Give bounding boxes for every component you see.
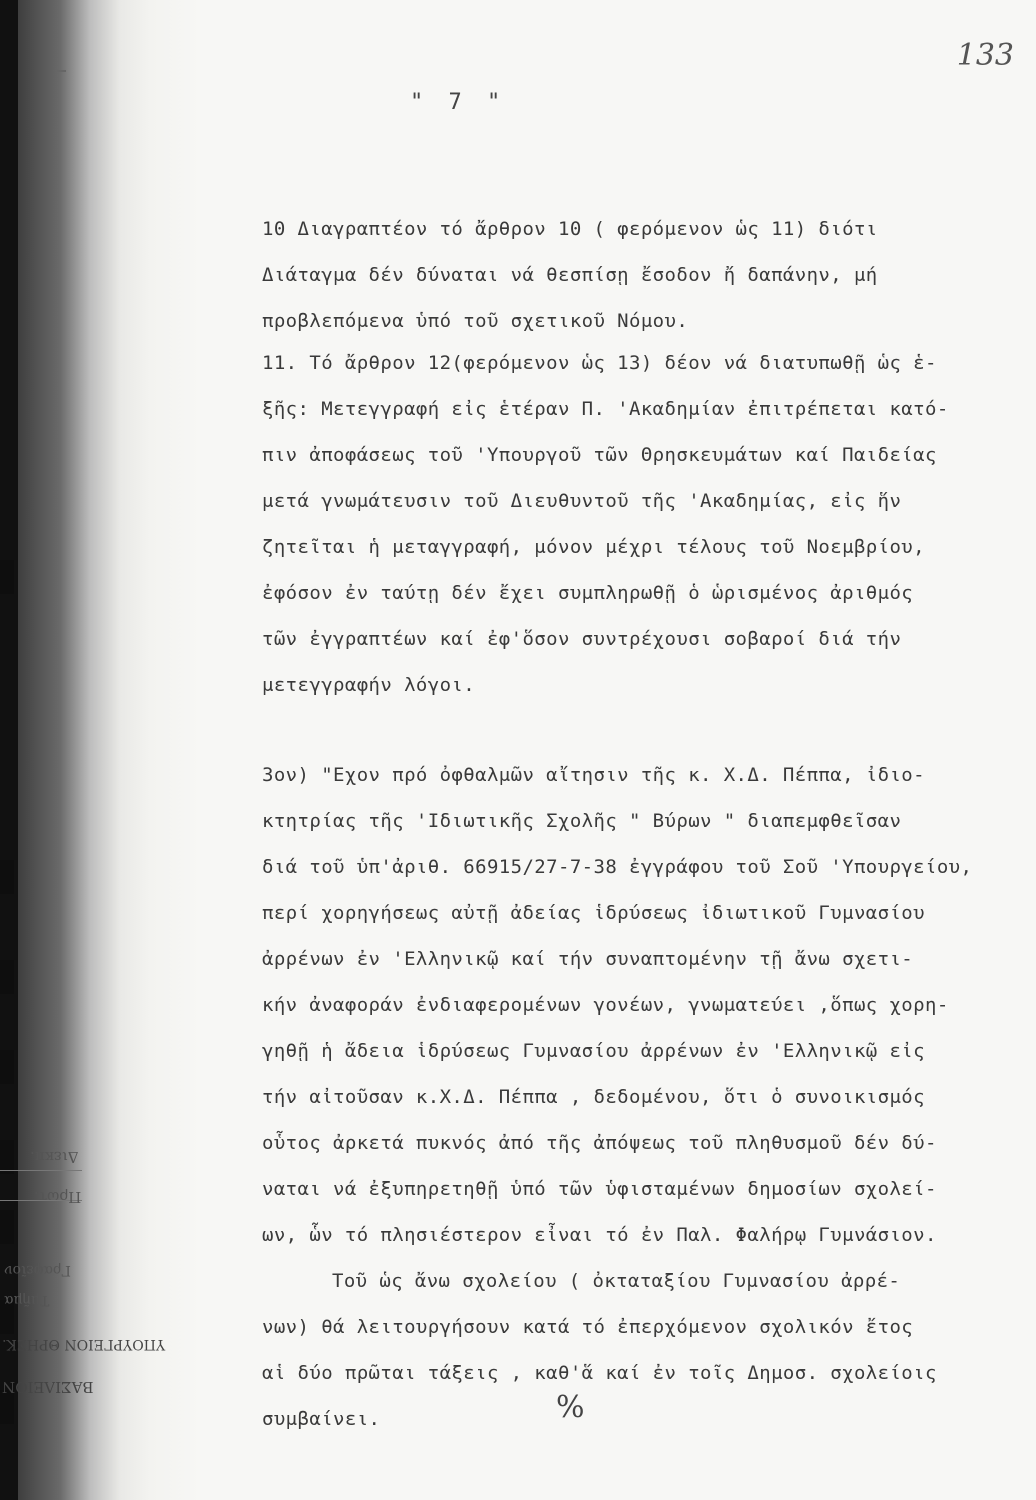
strip-label-grafeion: Γραφεῖον — [4, 1262, 71, 1278]
text-line: 11. Τό ἄρθρον 12(φερόμενον ὡς 13) δέον νά διατυπωθῇ ὡς ἑ- — [262, 352, 937, 374]
paragraph-3 — [262, 752, 1002, 1258]
text-line: νων) θά λειτουργήσουν κατά τό ἐπερχόμενον σχολικόν ἔτος — [262, 1316, 914, 1338]
binding-hole — [0, 860, 14, 894]
text-line: ἀρρένων ἐν 'Ελληνικῷ καί τήν συναπτομένην τῇ ἄνω σχετι- — [262, 948, 914, 970]
text-line: κήν ἀναφοράν ἐνδιαφερομένων γονέων, γνωματεύει ,ὅπως χορη- — [262, 994, 949, 1016]
text-line: κτητρίας τῆς 'Ιδιωτικῆς Σχολῆς " Βύρων " διαπεμφθεῖσαν — [262, 810, 902, 832]
text-line: αἱ δύο πρῶται τάξεις , καθ'ἅ καί ἐν τοῖς Δημοσ. σχολείοις — [262, 1362, 937, 1384]
margin-dash — [56, 70, 66, 72]
strip-label-tmima: Τμῆμα — [4, 1292, 50, 1308]
strip-rule — [0, 1170, 82, 1171]
binding-hole — [0, 960, 14, 994]
text-line: ναται νά ἐξυπηρετηθῇ ὑπό τῶν ὑφισταμένων δημοσίων σχολεί- — [262, 1178, 937, 1200]
text-line: ἐφόσον ἐν ταύτῃ δέν ἔχει συμπληρωθῇ ὁ ὡρισμένος ἀριθμός — [262, 582, 914, 604]
text-line: τῶν ἐγγραπτέων καί ἐφ'ὅσον συντρέχουσι σοβαροί διά τήν — [262, 628, 902, 650]
page-number: 133 — [956, 38, 1014, 73]
text-line: μετά γνωμάτευσιν τοῦ Διευθυντοῦ τῆς 'Ακαδημίας, εἰς ἥν — [262, 490, 902, 512]
end-mark: % — [556, 1390, 585, 1425]
binding-hole — [0, 1050, 14, 1084]
binding-hole — [0, 1210, 14, 1244]
text-line: ων, ὧν τό πλησιέστερον εἶναι τό ἐν Παλ. Φαλήρῳ Γυμνάσιον. — [262, 1224, 937, 1246]
strip-label-ministry: ΥΠΟΥΡΓΕΙΟΝ ΘΡΗΣΚ. — [2, 1336, 166, 1352]
text-line: οὗτος ἀρκετά πυκνός ἀπό τῆς ἀπόψεως τοῦ πληθυσμοῦ δέν δύ- — [262, 1132, 937, 1154]
text-line: 3ον) "Εχον πρό ὀφθαλμῶν αἴτησιν τῆς κ. Χ.Δ. Πέππα, ἰδιο- — [262, 764, 925, 786]
text-line: γηθῇ ἡ ἄδεια ἱδρύσεως Γυμνασίου ἀρρένων ἐν 'Ελληνικῷ εἰς — [262, 1040, 925, 1062]
text-line: 10 Διαγραπτέον τό ἄρθρον 10 ( φερόμενον ὡς 11) διότι — [262, 218, 878, 240]
paragraph-3-continued — [262, 1258, 1002, 1442]
paragraph-11 — [262, 340, 1002, 708]
text-line: περί χορηγήσεως αὐτῇ ἀδείας ἱδρύσεως ἰδιωτικοῦ Γυμνασίου — [262, 902, 925, 924]
text-line: μετεγγραφήν λόγοι. — [262, 674, 476, 696]
text-line: Διάταγμα δέν δύναται νά θεσπίσῃ ἔσοδον ἤ δαπάνην, μή — [262, 264, 878, 286]
strip-label-kingdom: ΒΑΣΙΛΕΙΟΝ — [2, 1378, 94, 1396]
text-line: ξῆς: Μετεγγραφή εἰς ἑτέραν Π. 'Ακαδημίαν ἐπιτρέπεται κατό- — [262, 398, 949, 420]
binding-hole — [0, 1140, 14, 1174]
text-line: πιν ἀποφάσεως τοῦ 'Υπουργοῦ τῶν Θρησκευμάτων καί Παιδείας — [262, 444, 937, 466]
strip-label-prot: Πρωτ. — [34, 1188, 82, 1206]
text-line: τήν αἰτοῦσαν κ.Χ.Δ. Πέππα , δεδομένου, ὅτι ὁ συνοικισμός — [262, 1086, 925, 1108]
text-line: συμβαίνει. — [262, 1408, 381, 1430]
page-marker: " 7 " — [410, 90, 507, 115]
paragraph-10 — [262, 206, 1002, 344]
text-line: προβλεπόμενα ὑπό τοῦ σχετικοῦ Νόμου. — [262, 310, 689, 332]
text-line: διά τοῦ ὑπ'ἀριθ. 66915/27-7-38 ἐγγράφου τοῦ Σοῦ 'Υπουργείου, — [262, 856, 973, 878]
strip-label-diekp: Διεκπ. — [30, 1148, 79, 1166]
text-line: ζητεῖται ἡ μεταγγραφή, μόνον μέχρι τέλους τοῦ Νοεμβρίου, — [262, 536, 925, 558]
text-line: Τοῦ ὡς ἄνω σχολείου ( ὀκταταξίου Γυμνασίου ἀρρέ- — [332, 1270, 901, 1292]
binding-hole — [0, 560, 14, 594]
